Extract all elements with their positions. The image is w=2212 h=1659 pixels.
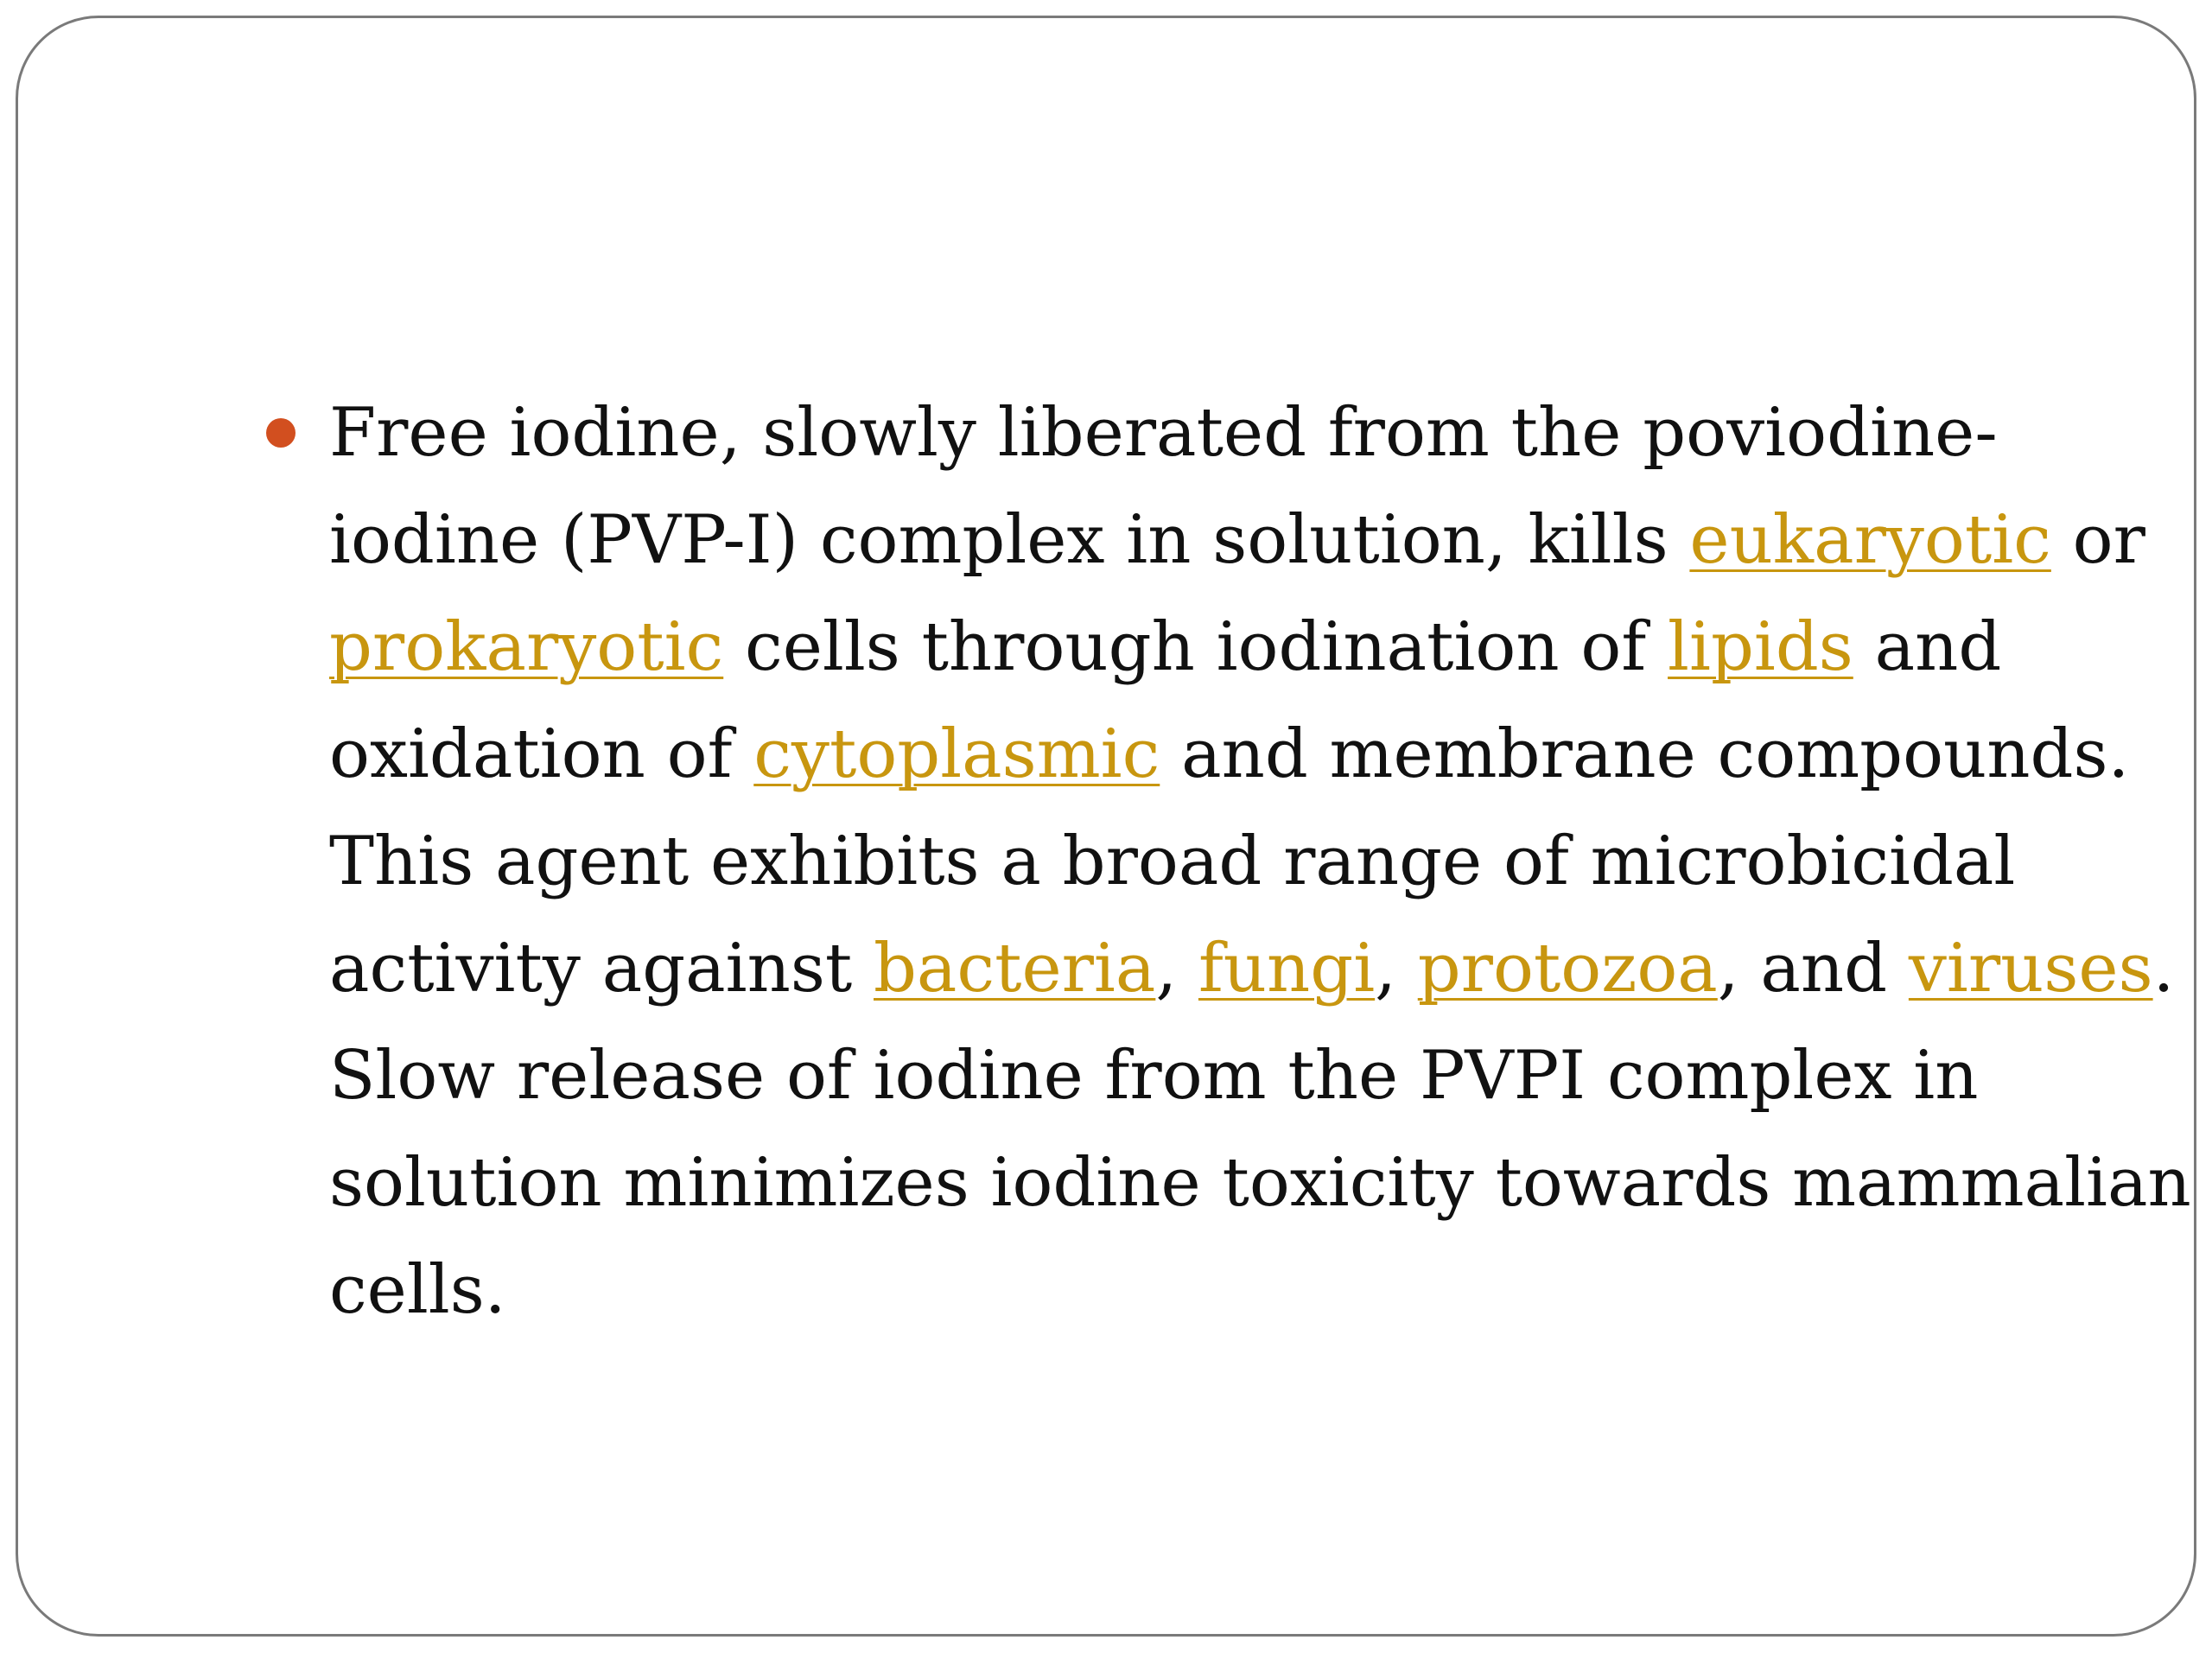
text-segment: Free iodine, slowly liberated from the poviodine- xyxy=(329,394,1998,472)
text-segment: Slow release of iodine from the PVPI complex in xyxy=(329,1037,1979,1115)
bullet-item xyxy=(264,379,2191,1344)
link-eukaryotic[interactable]: eukaryotic xyxy=(1689,501,2051,579)
text-segment: or xyxy=(2050,501,2145,579)
text-line xyxy=(329,486,2145,594)
link-prokaryotic[interactable]: prokaryotic xyxy=(329,608,724,686)
text-segment: oxidation of xyxy=(329,715,754,793)
link-protozoa[interactable]: protozoa xyxy=(1417,930,1718,1007)
text-line xyxy=(329,915,2175,1022)
text-segment: . xyxy=(2152,930,2175,1007)
link-lipids[interactable]: lipids xyxy=(1668,608,1853,686)
text-segment: , xyxy=(1375,930,1418,1007)
text-line xyxy=(329,701,2130,808)
text-line xyxy=(329,1022,2113,1129)
text-segment: solution minimizes iodine toxicity towards mammalian xyxy=(329,1144,2191,1222)
text-line xyxy=(329,1236,2113,1344)
text-segment: and membrane compounds. xyxy=(1160,715,2130,793)
text-line xyxy=(329,379,2113,486)
link-viruses[interactable]: viruses xyxy=(1908,930,2153,1007)
text-segment: cells. xyxy=(329,1251,506,1329)
text-segment: iodine (PVP-I) complex in solution, kills xyxy=(329,501,1690,579)
link-fungi[interactable]: fungi xyxy=(1198,930,1376,1007)
text-segment: , xyxy=(1155,930,1198,1007)
text-segment: This agent exhibits a broad range of microbicidal xyxy=(329,823,2016,900)
text-line xyxy=(329,1129,2191,1236)
text-segment: activity against xyxy=(329,930,874,1007)
link-bacteria[interactable]: bacteria xyxy=(873,930,1156,1007)
text-line xyxy=(329,808,2113,915)
slide-frame xyxy=(16,16,2196,1637)
bullet-dot-icon xyxy=(266,418,296,448)
text-segment: , and xyxy=(1717,930,1909,1007)
link-cytoplasmic[interactable]: cytoplasmic xyxy=(753,715,1160,793)
slide-content xyxy=(264,379,2191,1344)
text-line xyxy=(329,594,2113,701)
text-segment: and xyxy=(1853,608,2002,686)
text-segment: cells through iodination of xyxy=(723,608,1669,686)
